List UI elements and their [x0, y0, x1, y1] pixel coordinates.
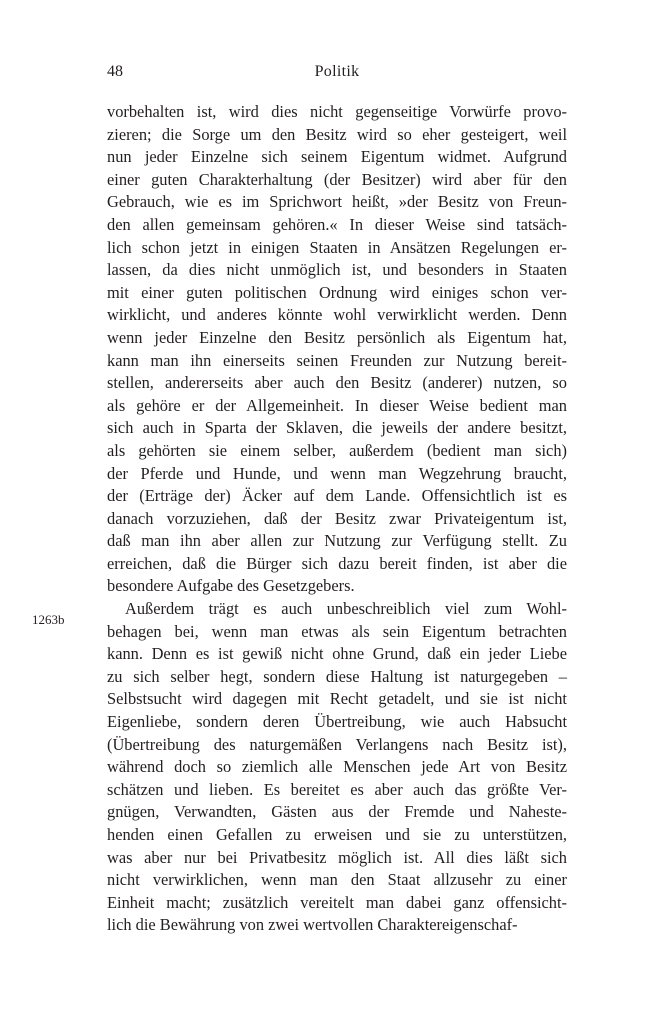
text-line: gnügen, Verwandten, Gästen aus der Fremde und Naheste-	[107, 802, 567, 822]
page-number: 48	[107, 63, 123, 80]
text-line: behagen bei, wenn man etwas als sein Eigentum betrachten	[107, 621, 567, 641]
text-line: lassen, da dies nicht unmöglich ist, und besonders in Staaten	[107, 260, 567, 280]
text-line: zu sich selber hegt, sondern diese Haltung ist naturgegeben –	[107, 666, 567, 686]
text-line: wenn jeder Einzelne den Besitz persönlich als Eigentum hat,	[107, 327, 567, 347]
text-line: besondere Aufgabe des Gesetzgebers.	[107, 576, 355, 596]
text-line: daß man ihn aber allen zur Nutzung zur Verfügung stellt. Zu	[107, 531, 567, 551]
text-line: was aber nur bei Privatbesitz möglich ist. All dies läßt sich	[107, 847, 567, 867]
text-line: kann man ihn einerseits seinen Freunden zur Nutzung bereit-	[107, 350, 567, 370]
text-line: erreichen, daß die Bürger sich dazu bereit finden, ist aber die	[107, 553, 567, 573]
text-line: danach vorzuziehen, daß der Besitz zwar Privateigentum ist,	[107, 508, 567, 528]
text-line: stellen, andererseits aber auch den Besitz (anderer) nutzen, so	[107, 373, 567, 393]
text-line: vorbehalten ist, wird dies nicht gegenseitige Vorwürfe provo-	[107, 102, 567, 121]
text-line: zieren; die Sorge um den Besitz wird so eher gesteigert, weil	[107, 124, 567, 144]
text-line: Außerdem trägt es auch unbeschreiblich viel zum Wohl-	[125, 599, 567, 619]
text-line: als gehörten sie einem selber, außerdem (bedient man sich)	[107, 440, 567, 460]
text-line: Einheit macht; zusätzlich vereitelt man dabei ganz offensicht-	[107, 892, 567, 912]
text-line: den allen gemeinsam gehören.« In dieser Weise sind tatsäch-	[107, 214, 567, 234]
text-line: Selbstsucht wird dagegen mit Recht getadelt, und sie ist nicht	[107, 689, 567, 709]
text-line: (Übertreibung des naturgemäßen Verlangens nach Besitz ist),	[107, 734, 567, 754]
text-line: während doch so ziemlich alle Menschen jede Art von Besitz	[107, 757, 567, 777]
text-line: henden einen Gefallen zu erweisen und sie zu unterstützen,	[107, 825, 567, 844]
text-line: lich die Bewährung von zwei wertvollen Charaktereigenschaf-	[107, 915, 518, 935]
text-line: der Pferde und Hunde, und wenn man Wegzehrung braucht,	[107, 463, 567, 483]
text-line: Eigenliebe, sondern deren Übertreibung, wie auch Habsucht	[107, 712, 567, 732]
text-line: mit einer guten politischen Ordnung wird einiges schon ver-	[107, 282, 567, 302]
running-head: Politik	[314, 63, 360, 80]
text-line: lich schon jetzt in einigen Staaten in Ansätzen Regelungen er-	[107, 237, 567, 257]
text-line: nicht verwirklichen, wenn man den Staat allzusehr zu einer	[107, 870, 567, 890]
text-line: nun jeder Einzelne sich seinem Eigentum widmet. Aufgrund	[107, 147, 567, 167]
text-line: Gebrauch, wie es im Sprichwort heißt, »der Besitz von Freun-	[107, 192, 567, 212]
text-line: kann. Denn es ist gewiß nicht ohne Grund, daß ein jeder Liebe	[107, 644, 567, 664]
text-line: einer guten Charakterhaltung (der Besitzer) wird aber für den	[107, 169, 567, 189]
body-text	[107, 101, 567, 937]
text-line: der (Erträge der) Äcker auf dem Lande. Offensichtlich ist es	[107, 486, 567, 506]
text-line: sich auch in Sparta der Sklaven, die jeweils der andere besitzt,	[107, 418, 567, 438]
text-line: wirklicht, und anderes könnte wohl verwirklicht werden. Denn	[107, 305, 567, 325]
margin-reference: 1263b	[32, 612, 65, 627]
text-line: schätzen und lieben. Es bereitet es aber auch das größte Ver-	[107, 779, 567, 799]
text-line: als gehöre er der Allgemeinheit. In dieser Weise bedient man	[107, 395, 567, 415]
